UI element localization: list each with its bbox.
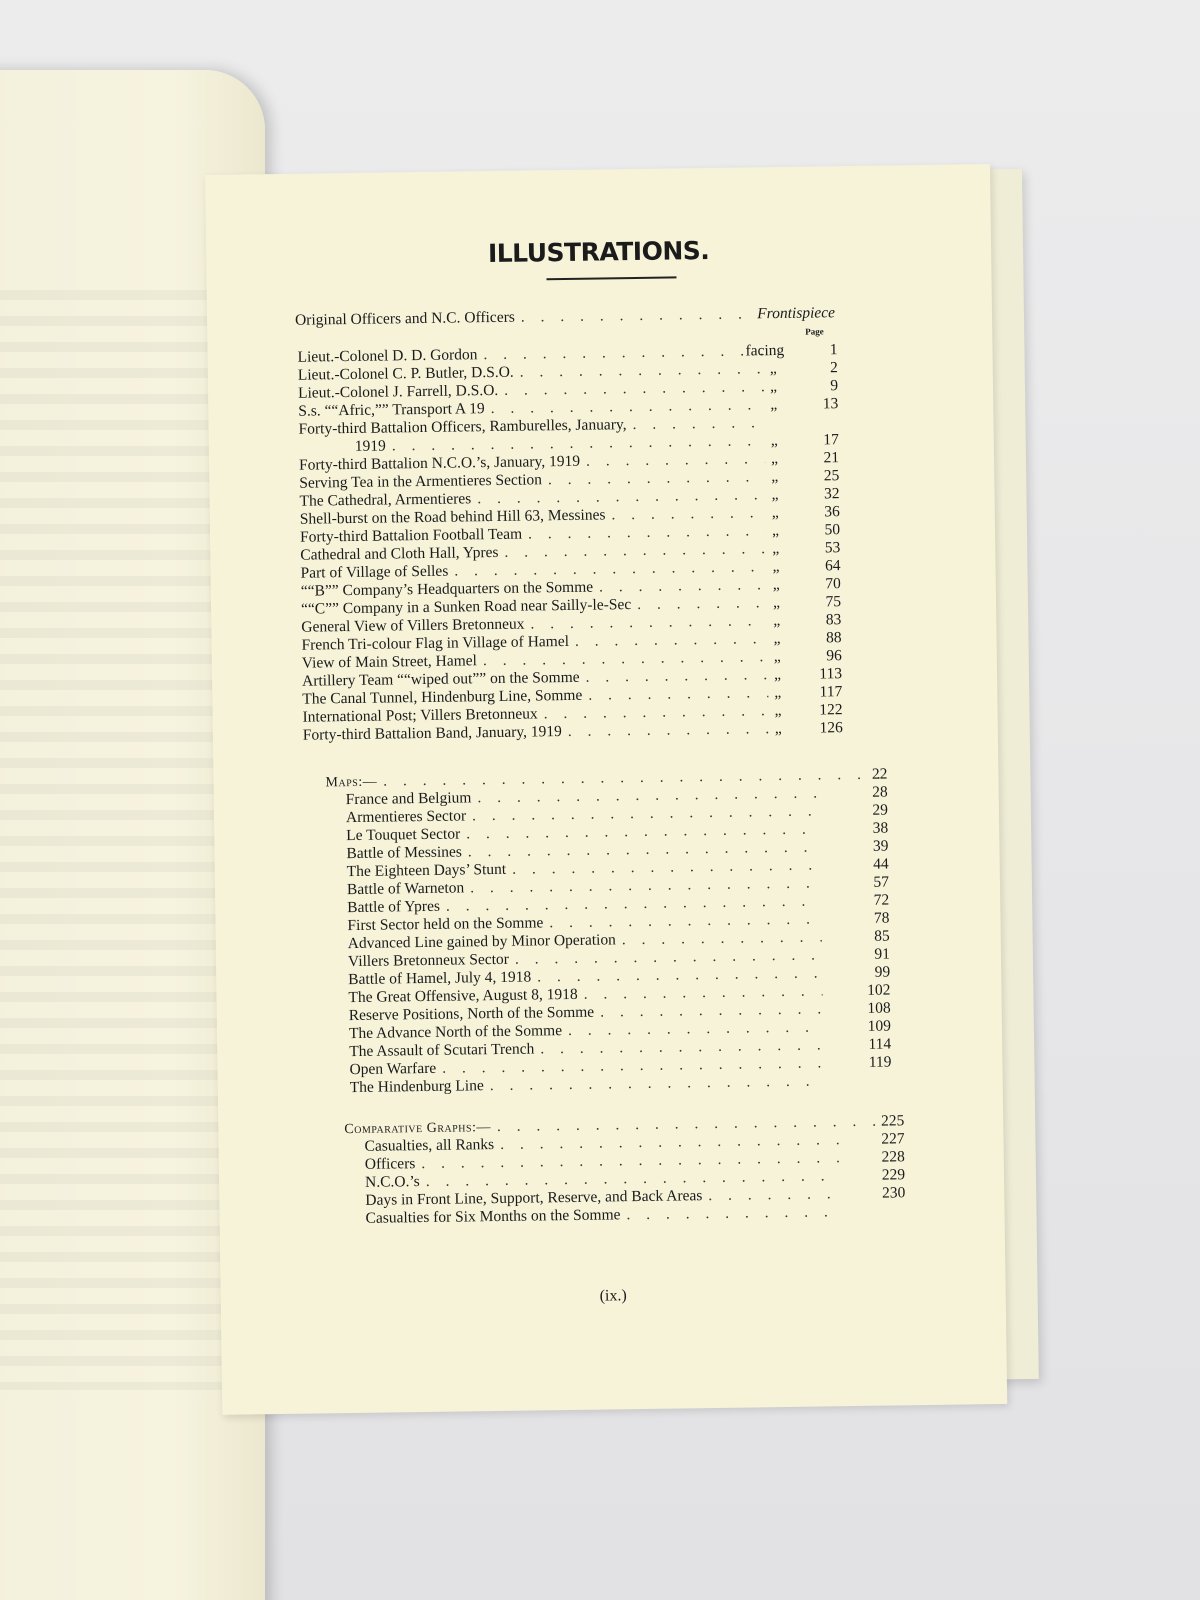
entry-page: 32: [823, 485, 840, 503]
entry-page: 53: [824, 539, 841, 557]
entry-label: The Eighteen Days’ Stunt: [346, 860, 507, 881]
entry-label: The Canal Tunnel, Hindenburg Line, Somme: [302, 686, 583, 708]
entry-page: 25: [823, 467, 840, 485]
entry-label: Battle of Messines: [346, 843, 462, 863]
entry-label: Artillery Team ““wiped out”” on the Somme: [301, 668, 580, 690]
ditto-mark: „: [771, 504, 779, 522]
ditto-mark: „: [771, 522, 780, 540]
entry-page: 102: [867, 981, 891, 999]
entry-label: Forty-third Battalion Band, January, 1919: [302, 723, 562, 744]
entry-page: 229: [881, 1166, 906, 1184]
entry-label: Serving Tea in the Armentieres Section: [299, 471, 543, 492]
entry-page: 50: [824, 521, 841, 539]
entry-page: 17: [823, 431, 839, 449]
entry-page: 126: [819, 719, 843, 737]
entry-label: The Hindenburg Line: [349, 1077, 484, 1097]
entry-page: 9: [830, 377, 839, 395]
entry-page: 39: [872, 837, 889, 855]
entry-label: Battle of Warneton: [346, 879, 465, 899]
entry-label: General View of Villers Bretonneux: [301, 615, 525, 636]
illustrations-list: [297, 341, 842, 745]
entry-label: Lieut.-Colonel C. P. Butler, D.S.O.: [297, 363, 514, 384]
entry-page: 57: [873, 873, 890, 891]
graphs-list: [344, 1131, 845, 1228]
ditto-mark: „: [774, 702, 782, 720]
entry-page: 78: [873, 909, 890, 927]
ditto-mark: „: [772, 594, 781, 612]
page-title: ILLUSTRATIONS.: [487, 235, 710, 269]
entry-page: 75: [825, 593, 842, 611]
entry-page: 64: [824, 557, 841, 575]
entry-page: 28: [872, 783, 888, 801]
leader-dots: [611, 504, 766, 524]
entry-label: Open Warfare: [349, 1059, 437, 1079]
entry-page: 22: [871, 765, 888, 783]
leader-dots: [708, 1185, 839, 1205]
entry-label: The Great Offensive, August 8, 1918: [348, 985, 578, 1007]
entry-page: 114: [868, 1035, 892, 1053]
entry-label: Advanced Line gained by Minor Operation: [347, 931, 616, 953]
leader-dots: [599, 576, 767, 596]
entry-page: 91: [874, 945, 891, 963]
entry-page: 2: [829, 359, 838, 377]
entry-page: 70: [825, 575, 841, 593]
entry-page: 36: [824, 503, 840, 521]
ditto-mark: „: [770, 396, 778, 414]
entry-page: 85: [874, 927, 890, 945]
leader-dots: [637, 594, 767, 614]
ditto-mark: „: [769, 378, 778, 396]
right-page: [205, 164, 1007, 1415]
leader-dots: [568, 720, 769, 741]
entry-label: Villers Bretonneux Sector: [347, 950, 510, 971]
leader-dots: [490, 1072, 824, 1095]
entry-label: French Tri-colour Flag in Village of Hamel: [301, 632, 570, 654]
ditto-mark: „: [771, 486, 779, 504]
ditto-mark: „: [772, 558, 780, 576]
page-number: (ix.): [599, 1287, 627, 1305]
entry-page: 29: [872, 801, 889, 819]
leader-dots: [521, 305, 752, 326]
frontispiece-ref: Frontispiece: [757, 304, 836, 323]
page-column-header: Page: [805, 326, 824, 337]
entry-label: S.s. ““Afric,”” Transport A 19: [298, 400, 485, 420]
entry-page: 117: [819, 683, 843, 701]
entry-page: 113: [819, 665, 843, 683]
ditto-mark: „: [773, 630, 781, 648]
entry-label: Battle of Ypres: [347, 897, 441, 917]
entry-page: 119: [868, 1053, 892, 1071]
entry-page: 88: [825, 629, 842, 647]
entry-label: Days in Front Line, Support, Reserve, and Back Areas: [365, 1187, 703, 1209]
entry-label: Forty-third Battalion Football Team: [299, 525, 523, 546]
entry-page: 230: [881, 1184, 906, 1202]
entry-label-continuation: 1919: [354, 437, 386, 455]
entry-label: Battle of Hamel, July 4, 1918: [348, 968, 532, 989]
entry-label: Officers: [364, 1155, 416, 1173]
entry-page: 38: [872, 819, 889, 837]
facing-label: facing: [745, 341, 785, 360]
ditto-mark: „: [772, 540, 780, 558]
entry-page: 83: [825, 611, 842, 629]
entry-page: 228: [881, 1148, 905, 1166]
entry-label: Lieut.-Colonel D. D. Gordon: [297, 346, 478, 366]
ditto-mark: „: [772, 576, 780, 594]
entry-page: 108: [867, 999, 891, 1017]
maps-list: [326, 784, 830, 1097]
leader-dots: [632, 414, 764, 434]
graphs-page-numbers: [854, 1112, 905, 1203]
entry-page: 225: [880, 1112, 905, 1130]
entry-page: 109: [867, 1017, 892, 1035]
entry-label: Reserve Positions, North of the Somme: [348, 1003, 595, 1025]
graphs-heading: Comparative Graphs:—: [344, 1120, 492, 1138]
entry-label: Le Touquet Sector: [346, 825, 461, 845]
entry-page: 13: [822, 395, 839, 413]
maps-page-numbers: [837, 766, 891, 1073]
ditto-mark: „: [770, 432, 778, 450]
ditto-mark: „: [773, 666, 782, 684]
entry-page: 122: [819, 701, 843, 719]
entry-page: 99: [874, 963, 891, 981]
entry-label: Lieut.-Colonel J. Farrell, D.S.O.: [297, 381, 499, 402]
entry-label: Shell-burst on the Road behind Hill 63, Messines: [299, 506, 606, 528]
ditto-mark: „: [770, 450, 779, 468]
frontispiece-entry: [295, 304, 835, 330]
entry-label: The Cathedral, Armentieres: [299, 490, 472, 510]
entry-label: N.C.O.’s: [364, 1173, 420, 1191]
ditto-mark: „: [773, 612, 781, 630]
entry-label: Forty-third Battalion Officers, Ramburelles, January,: [298, 416, 627, 438]
entry-page: 96: [826, 647, 842, 665]
entry-label: ““C”” Company in a Sunken Road near Sailly-le-Sec: [300, 596, 632, 618]
entry-label: The Assault of Scutari Trench: [349, 1040, 535, 1061]
entry-label: Casualties, all Ranks: [364, 1136, 495, 1155]
entry-page: 44: [873, 855, 889, 873]
ditto-mark: „: [773, 648, 781, 666]
entry-label: Armentieres Sector: [345, 807, 467, 827]
entry-label: The Advance North of the Somme: [348, 1022, 563, 1043]
entry-page: 72: [873, 891, 890, 909]
entry-label: View of Main Street, Hamel: [301, 652, 478, 672]
entry-label: International Post; Villers Bretonneux: [302, 705, 538, 726]
entry-label: Cathedral and Cloth Hall, Ypres: [300, 543, 499, 564]
entry-label: Part of Village of Selles: [300, 562, 449, 582]
ditto-mark: „: [769, 360, 777, 378]
entry-label: Original Officers and N.C. Officers: [294, 308, 515, 329]
ditto-mark: „: [774, 684, 782, 702]
entry-label: Forty-third Battalion N.C.O.’s, January, 1919: [298, 452, 581, 474]
leader-dots: [626, 1203, 839, 1224]
entry-label: France and Belgium: [345, 789, 472, 809]
title-underline: [546, 276, 676, 280]
entry-label: Casualties for Six Months on the Somme: [365, 1206, 621, 1227]
entry-page: 21: [823, 449, 840, 467]
maps-heading: Maps:—: [325, 774, 378, 791]
entry-page: [799, 426, 839, 427]
entry-page: 1: [829, 341, 838, 359]
entry-label: First Sector held on the Somme: [347, 914, 544, 935]
entry-page: 227: [881, 1130, 905, 1148]
ditto-mark: „: [774, 720, 782, 738]
entry-label: ““B”” Company’s Headquarters on the Somme: [300, 578, 594, 600]
ditto-mark: „: [771, 468, 779, 486]
